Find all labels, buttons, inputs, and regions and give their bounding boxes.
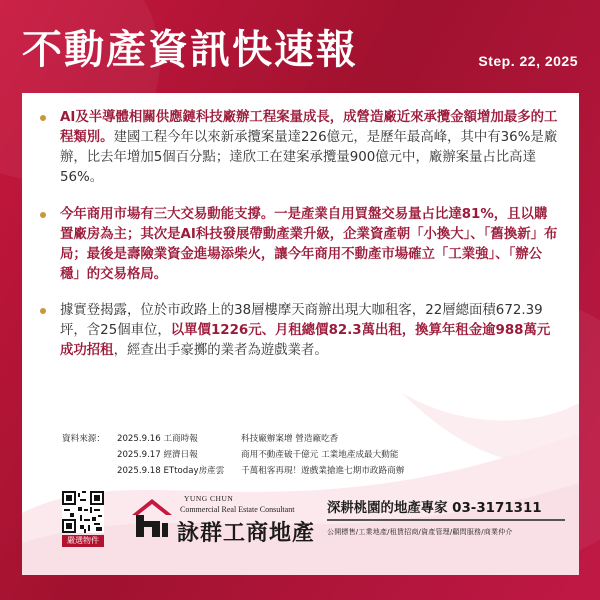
qr-code-icon[interactable]: [62, 491, 104, 533]
brand-name-cn: 詠群工商地產: [177, 520, 316, 546]
source-date: 2025.9.17 經濟日報: [117, 450, 198, 460]
issue-date: Step. 22, 2025: [478, 53, 578, 69]
news-card: [22, 93, 579, 575]
source-date: 2025.9.16 工商時報: [117, 434, 198, 444]
bullet-dot-icon: [40, 212, 46, 218]
bullet-text: [40, 108, 560, 188]
bullet-body: ，經查出手豪擲的業者為遊戲業者。: [113, 343, 328, 358]
bullet-highlight: 今年商用市場有三大交易動能支撐。一是產業自用買盤交易量占比達81%，且以購置廠房為主；其次是AI科技發展帶動產業升級，企業資產朝「小換大」、「舊換新」布局；最後是壽險業資金進場添柴火，讓今年商用不動產市場確立「工業強」、「辦公穩」的交易格局。: [60, 207, 558, 282]
brand-logo-icon: [130, 495, 174, 539]
bullet-dot-icon: [40, 308, 46, 314]
bullet-text: [40, 301, 560, 361]
bullet-highlight: AI及半導體相關供應鏈科技廠辦工程案量成長，成營造廠近來承攬金額增加最多的工程類別。: [60, 110, 558, 145]
brand-name-en: YUNG CHUN: [184, 494, 234, 503]
bullet-dot-icon: [40, 115, 46, 121]
bullet-text: [40, 205, 560, 285]
news-bullet: [40, 108, 560, 188]
divider: [327, 519, 565, 521]
bullet-body: 據實登揭露，位於市政路上的38層樓摩天商辦出現大咖租客，22層總面積672.39坪，含25個車位，: [60, 303, 543, 338]
page-title: 不動產資訊快速報: [22, 26, 358, 73]
bullet-highlight: 以單價1226元、月租總價82.3萬出租，換算年租金逾988萬元成功招租: [60, 323, 551, 358]
source-title[interactable]: 千萬租客再現！遊戲業搶進七期市政路商辦: [241, 466, 405, 476]
source-date: 2025.9.18 ETtoday房產雲: [117, 466, 225, 476]
sources-label: 資料來源：: [62, 434, 105, 444]
brand-tagline-en: Commercial Real Estate Consultant: [180, 505, 295, 514]
news-bullet: [40, 205, 560, 285]
slogan-phone[interactable]: 深耕桃園的地產專家 03-3171311: [327, 501, 542, 516]
qr-caption: 嚴選物件: [62, 535, 104, 547]
news-bullet: [40, 301, 560, 361]
source-title[interactable]: 科技廠辦案增 營造廠吃香: [241, 434, 339, 444]
source-title[interactable]: 商用不動產破千億元 工業地產成最大動能: [241, 450, 399, 460]
bullet-body: 建國工程今年以來新承攬案量達226億元，是歷年最高峰，其中有36%是廠辦，比去年增加5個百分點；達欣工在建案承攬量900億元中，廠辦案量占比高達56%。: [60, 130, 558, 185]
services-list: 公開標售/工業地產/租賃招商/資產管理/顧問服務/商業仲介: [327, 528, 513, 536]
footer: [22, 483, 579, 575]
